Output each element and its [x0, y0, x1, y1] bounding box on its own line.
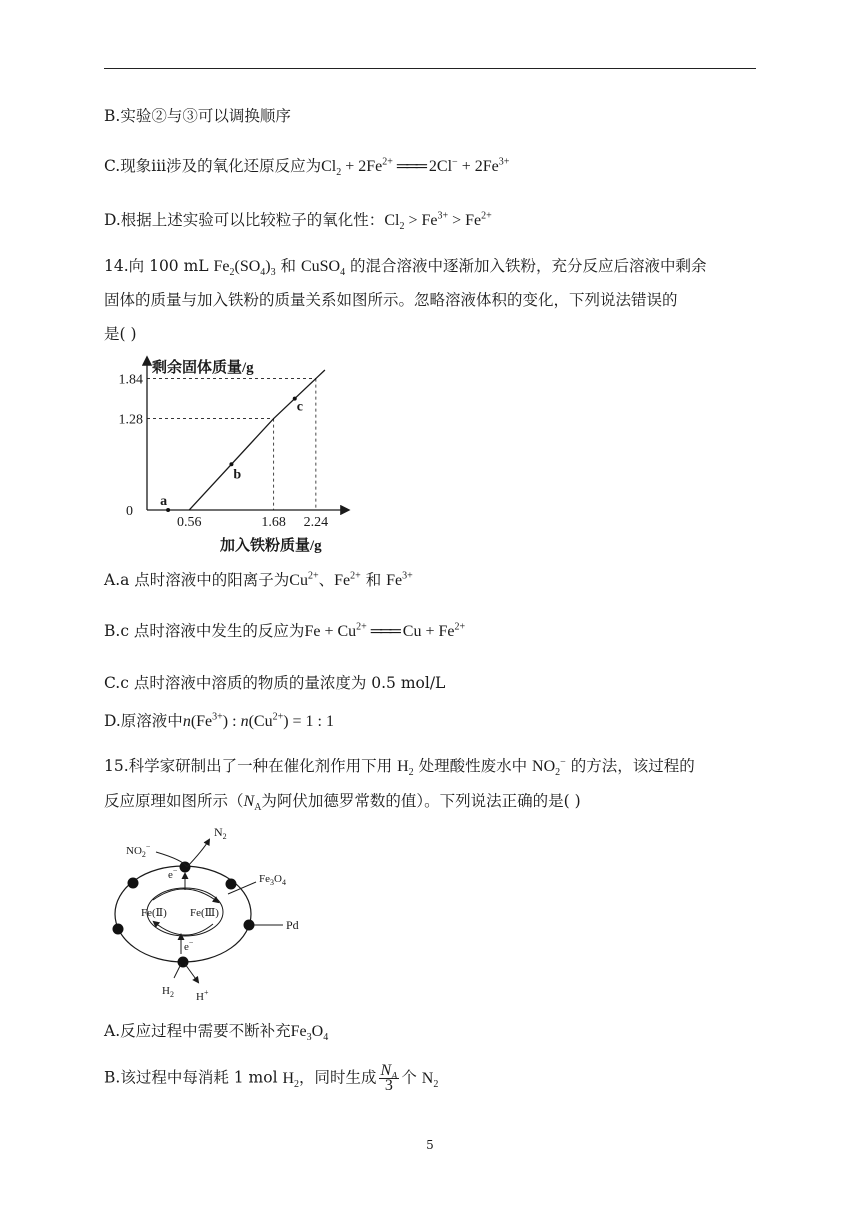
- point-label-c: c: [296, 399, 303, 415]
- point-label-b: b: [233, 467, 242, 483]
- series-line: [189, 370, 325, 510]
- q13-option-c: C.现象iii涉及的氧化还原反应为$Cl_2 + 2Fe^{2+}$ ═══ $2Cl^- + 2Fe^{3+}$: [104, 156, 510, 179]
- point-label-a: a: [160, 494, 168, 509]
- q15-diagram: [108, 822, 328, 1012]
- header-rule: [104, 68, 756, 69]
- q15-option-a: A.反应过程中需要不断补充$Fe_3O_4$: [104, 1022, 329, 1044]
- e-bottom-label: e−: [184, 938, 194, 953]
- point-b: [229, 462, 233, 466]
- q13-option-b: B.实验②与③可以调换顺序: [104, 107, 291, 125]
- na-over-3-fraction: $\frac{N_A}{3}$: [380, 1062, 398, 1094]
- q15-option-b: B.该过程中每消耗 1 mol $H_2$，同时生成 $\frac{N_A}{3}$ 个 $N_2$: [104, 1062, 439, 1094]
- pd-dot: [128, 878, 139, 889]
- h2-label: $H_2$: [162, 985, 174, 999]
- origin-label: 0: [126, 504, 133, 519]
- q14-option-c: C.c 点时溶液中溶质的物质的量浓度为 0.5 mol/L: [104, 674, 446, 692]
- n2-arrow: [187, 840, 209, 867]
- n2-label: $N_2$: [214, 825, 227, 841]
- h2-arrow: [174, 964, 181, 978]
- fe3-label: Fe(Ⅲ): [190, 907, 219, 919]
- q14-option-b: B.c 点时溶液中发生的反应为$Fe + Cu^{2+}$ ═══ $Cu + Fe^{2+}$: [104, 621, 466, 640]
- q15-stem-line2: 反应原理如图所示（$N_A$为阿伏加德罗常数的值）。下列说法正确的是( ): [104, 792, 581, 814]
- q14-option-a: A.a 点时溶液中的阳离子为$Cu^{2+}$、$Fe^{2+}$ 和 $Fe^{3+}$: [104, 570, 413, 589]
- cycle-arrow-top: [153, 889, 218, 902]
- x-tick-label: 2.24: [303, 515, 329, 530]
- x-tick-label: 1.68: [261, 515, 286, 530]
- q13-option-d: D.根据上述实验可以比较粒子的氧化性：$Cl_2 > Fe^{3+} > Fe^{2+}$: [104, 210, 492, 233]
- y-tick-label: 1.28: [118, 412, 143, 428]
- pd-dot: [244, 920, 255, 931]
- y-tick-label: 1.84: [118, 372, 143, 388]
- q14-stem-line3: 是( ): [104, 325, 137, 343]
- page-number: 5: [426, 1138, 434, 1152]
- pd-dot: [180, 862, 191, 873]
- q14-option-d: D.原溶液中$n(Fe^{3+})$ : $n(Cu^{2+}) = 1$ : 1: [104, 711, 334, 730]
- pd-dot: [113, 924, 124, 935]
- hplus-arrow: [185, 964, 198, 982]
- q14-stem-line2: 固体的质量与加入铁粉的质量关系如图所示。忽略溶液体积的变化，下列说法错误的: [104, 291, 678, 309]
- pd-dot: [226, 879, 237, 890]
- q14-stem-line1: 14.向 100 mL $Fe_2(SO_4)_3$ 和 CuSO$_4$ 的混合溶液中逐渐加入铁粉，充分反应后溶液中剩余: [104, 257, 707, 279]
- fe2-label: Fe(Ⅱ): [141, 907, 167, 919]
- x-tick-label: 0.56: [176, 515, 202, 530]
- q15-stem-line1: 15.科学家研制出了一种在催化剂作用下用 $H_2$ 处理酸性废水中 $NO_2^-$ 的方法，该过程的: [104, 756, 695, 779]
- e-top-label: e−: [168, 866, 178, 881]
- chart-ylabel: 剩余固体质量/g: [152, 360, 254, 376]
- hplus-label: H+: [196, 988, 209, 1003]
- fe3o4-label: $Fe_3O_4$: [259, 873, 286, 887]
- pd-label: Pd: [286, 918, 299, 932]
- chart-xlabel: 加入铁粉质量/g: [220, 538, 322, 554]
- no2-label: $NO_2^-$: [126, 842, 151, 859]
- q14-chart: [110, 350, 370, 560]
